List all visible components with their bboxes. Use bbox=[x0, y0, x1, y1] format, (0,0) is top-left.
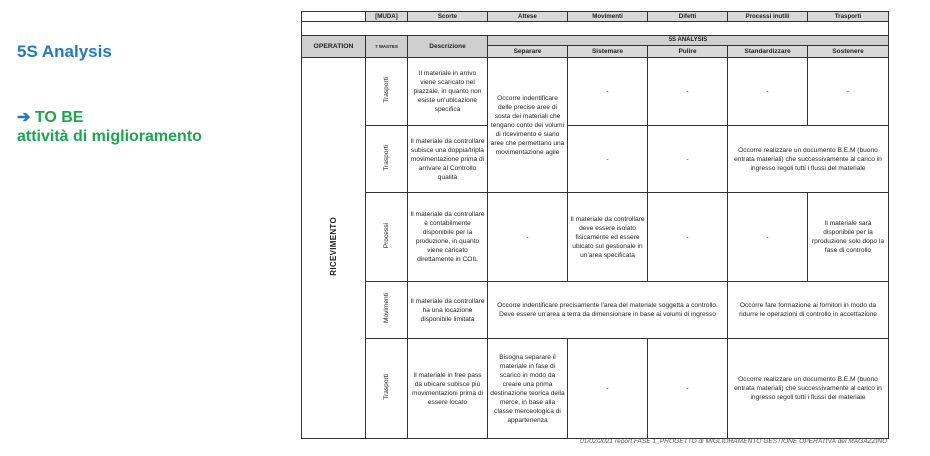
table-row bbox=[302, 58, 889, 126]
sistemare-cell: Il materiale da controllare deve essere isolato fisicamente ed essere ubicato sul gestionale in un'area specificata bbox=[568, 193, 648, 282]
separare-cell: Bisogna separare il materiale in fase di scarico in modo da creare una prima destinazione teorica della merce, in base alla classe merceologica di appartenenza bbox=[488, 339, 568, 439]
waste-label: Trasporti bbox=[383, 144, 390, 171]
analysis-table-container bbox=[301, 11, 888, 439]
col-sostenere: Sostenere bbox=[808, 46, 889, 58]
descrizione-header: Descrizione bbox=[408, 36, 488, 58]
col-sistemare: Sistemare bbox=[568, 46, 648, 58]
waste-label: Trasporti bbox=[383, 374, 390, 400]
muda-header-row bbox=[302, 12, 889, 22]
spacer-row bbox=[302, 22, 889, 36]
operation-cell bbox=[302, 58, 366, 439]
standardizzare-cell: - bbox=[728, 193, 808, 282]
muda-trasporti: Trasporti bbox=[808, 12, 889, 22]
main-header-row bbox=[302, 36, 889, 46]
sostenere-cell: - bbox=[808, 58, 889, 126]
standardizzare-cell: - bbox=[728, 58, 808, 126]
descrizione-cell: Il materiale da controllare ha una locazione disponibile limitata bbox=[408, 282, 488, 339]
sostenere-cell: Il materiale sarà disponibile per la rproduzione solo dopo la fase di controllo bbox=[808, 193, 889, 282]
pulire-cell: - bbox=[648, 193, 728, 282]
waste-cell bbox=[366, 58, 408, 126]
arrow-right-icon: ➔ bbox=[17, 109, 31, 126]
descrizione-cell: Il materiale in free pass da ubicare subisce più movimentazioni prima di essere locato bbox=[408, 339, 488, 439]
waste-cell bbox=[366, 193, 408, 282]
waste-label: Processi bbox=[383, 222, 390, 249]
muda-scorte: Scorte bbox=[408, 12, 488, 22]
tobe-subtitle: attività di miglioramento bbox=[17, 128, 202, 145]
tobe-heading bbox=[17, 108, 202, 146]
analysis-header: 5S ANALYSIS bbox=[488, 36, 889, 46]
descrizione-cell: Il materiale in arrivo viene scaricato nel piazzale, in quanto non esiste un'ubicazione specifica bbox=[408, 58, 488, 126]
table-row bbox=[302, 193, 889, 282]
operation-name: RICEVIMENTO bbox=[329, 217, 338, 276]
muda-processi-inutili: Processi inutili bbox=[728, 12, 808, 22]
separare-pulire-cell: Occorre indentificare precisamente l'area del materiale soggetta a controllo. Deve essere un'area a terra da dimensionare in base ai volumi di ingresso bbox=[488, 282, 728, 339]
muda-movimenti: Movimenti bbox=[568, 12, 648, 22]
col-pulire: Pulire bbox=[648, 46, 728, 58]
muda-attese: Attese bbox=[488, 12, 568, 22]
descrizione-cell: Il materiale da controllare è contabilmente disponibile per la produzione, in quanto viene caricato direttamente in COIL bbox=[408, 193, 488, 282]
col-standardizzare: Standardizzare bbox=[728, 46, 808, 58]
tobe-label: TO BE bbox=[34, 109, 84, 126]
sistemare-cell: - bbox=[568, 58, 648, 126]
table-row bbox=[302, 339, 889, 439]
waste-label: Trasporti bbox=[383, 77, 390, 103]
descrizione-cell: Il materiale da controllare subisce una doppia/tripla movimentazione prima di arrivare al Controllo qualità bbox=[408, 126, 488, 193]
analysis-table bbox=[301, 11, 889, 439]
sistemare-cell: - bbox=[568, 126, 648, 193]
muda-label: [MUDA] bbox=[366, 12, 408, 22]
pulire-cell: - bbox=[648, 339, 728, 439]
footer-caption: 01/02/2021 report FASE 1_PROGETTO di MIGLIORAMENTO GESTIONE OPERATIVA del MAGAZZINO bbox=[580, 438, 888, 445]
standardizzare-sostenere-cell: Occorre fare formazione ai fornitori in modo da ridurre le operazioni di controllo in accettazione bbox=[728, 282, 889, 339]
pulire-cell: - bbox=[648, 58, 728, 126]
separare-cell: - bbox=[488, 193, 568, 282]
table-row bbox=[302, 282, 889, 339]
muda-difetti: Difetti bbox=[648, 12, 728, 22]
table-row bbox=[302, 126, 889, 193]
page-title: 5S Analysis bbox=[17, 42, 112, 61]
waste-label: Movimenti bbox=[383, 293, 390, 324]
standardizzare-sostenere-cell: Occorre realizzare un documento B.E.M (buono entrata materiali) che successivamente al carico in ingresso regoli tutti i flussi del materiale bbox=[728, 339, 889, 439]
waste-cell bbox=[366, 126, 408, 193]
standardizzare-sostenere-cell: Occorre realizzare un documento B.E.M (buono entrata materiali) che successivamente al carico in ingresso regoli tutti i flussi del materiale bbox=[728, 126, 889, 193]
separare-cell: Occorre indentificare delle precise aree di sosta dei materiali che tengano conto dei volumi di ricevimento e siano aree che permettano una movimentazione agile bbox=[488, 58, 568, 193]
sistemare-cell: - bbox=[568, 339, 648, 439]
waste-cell bbox=[366, 339, 408, 439]
wastes-header: 7 WASTES bbox=[366, 36, 408, 58]
col-separare: Separare bbox=[488, 46, 568, 58]
waste-cell bbox=[366, 282, 408, 339]
muda-blank-cell bbox=[302, 12, 366, 22]
pulire-cell: - bbox=[648, 126, 728, 193]
operation-header: OPERATION bbox=[302, 36, 366, 58]
